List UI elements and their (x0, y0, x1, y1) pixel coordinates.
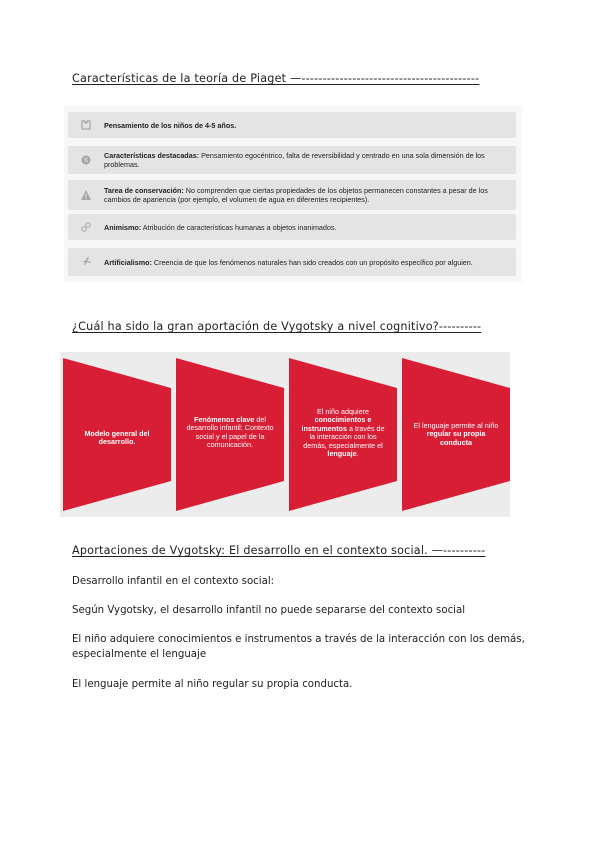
link-icon (68, 221, 104, 233)
step-bold: Modelo general del desarrollo. (84, 429, 150, 447)
step-bold: regular su propia conducta (426, 429, 486, 447)
paragraph-language: El lenguaje permite al niño regular su propia conducta. (72, 679, 353, 690)
piaget-row-features (68, 146, 516, 174)
step-text: . (356, 449, 359, 459)
piaget-row-text: Atribución de características humanas a objetos inanimados. (141, 222, 337, 232)
step-text: a través de la interacción con los demás, especialmente el (303, 423, 385, 450)
vygotsky-diagram (60, 352, 510, 517)
piaget-row-text: Pensamiento egocéntrico, falta de reversibilidad y centrado en una sola dimensión de los problemas. (104, 151, 485, 169)
brain-icon (68, 154, 104, 166)
paragraph-intro: Desarrollo infantil en el contexto social: (72, 576, 275, 587)
step-bold: lenguaje (327, 449, 357, 459)
step-text: del desarrollo infantil: Contexto social y el papel de la comunicación. (186, 415, 274, 450)
step-text: El niño adquiere (317, 407, 369, 416)
vygotsky-step-4 (402, 358, 510, 511)
piaget-row-bold: Características destacadas: (104, 151, 200, 160)
piaget-row-conservation (68, 180, 516, 210)
piaget-row-animism (68, 214, 516, 240)
paragraph-context: Según Vygotsky, el desarrollo infantil no puede separarse del contexto social (72, 605, 466, 616)
warning-icon (68, 189, 104, 201)
plane-icon (68, 256, 104, 268)
piaget-row-text: No comprenden que ciertas propiedades de los objetos permanecen constantes a pesar de los cambios de apariencia (por ejemplo, el volumen de agua en diferentes recipientes). (104, 186, 488, 204)
step-bold: Fenómenos clave (194, 415, 255, 424)
vygotsky-step-2 (176, 358, 284, 511)
step-text: El lenguaje permite al niño (413, 421, 499, 430)
heading-vygotsky-social: Aportaciones de Vygotsky: El desarrollo en el contexto social. —---------- (72, 544, 486, 557)
piaget-row-thinking (68, 112, 516, 138)
vygotsky-step-3 (289, 358, 397, 511)
piaget-row-bold: Pensamiento de los niños de 4-5 años. (104, 120, 237, 130)
piaget-row-bold: Artificialismo: (104, 257, 152, 267)
paragraph-interaction: El niño adquiere conocimientos e instrumentos a través de la interacción con los demás, especialmente el lenguaje (72, 634, 525, 660)
heading-piaget: Características de la teoría de Piaget —------------------------------------------ (72, 72, 480, 85)
heading-vygotsky-cognitive: ¿Cuál ha sido la gran aportación de Vygotsky a nivel cognitivo?---------- (72, 320, 482, 333)
piaget-characteristics-panel (64, 106, 522, 282)
piaget-row-artificialism (68, 248, 516, 276)
puzzle-icon (68, 119, 104, 131)
piaget-row-bold: Tarea de conservación: (104, 186, 184, 195)
vygotsky-step-1 (63, 358, 171, 511)
step-bold: conocimientos e instrumentos (301, 415, 372, 433)
piaget-row-bold: Animismo: (104, 222, 142, 232)
piaget-row-text: Creencia de que los fenómenos naturales han sido creados con un propósito específico por alguien. (151, 257, 473, 267)
